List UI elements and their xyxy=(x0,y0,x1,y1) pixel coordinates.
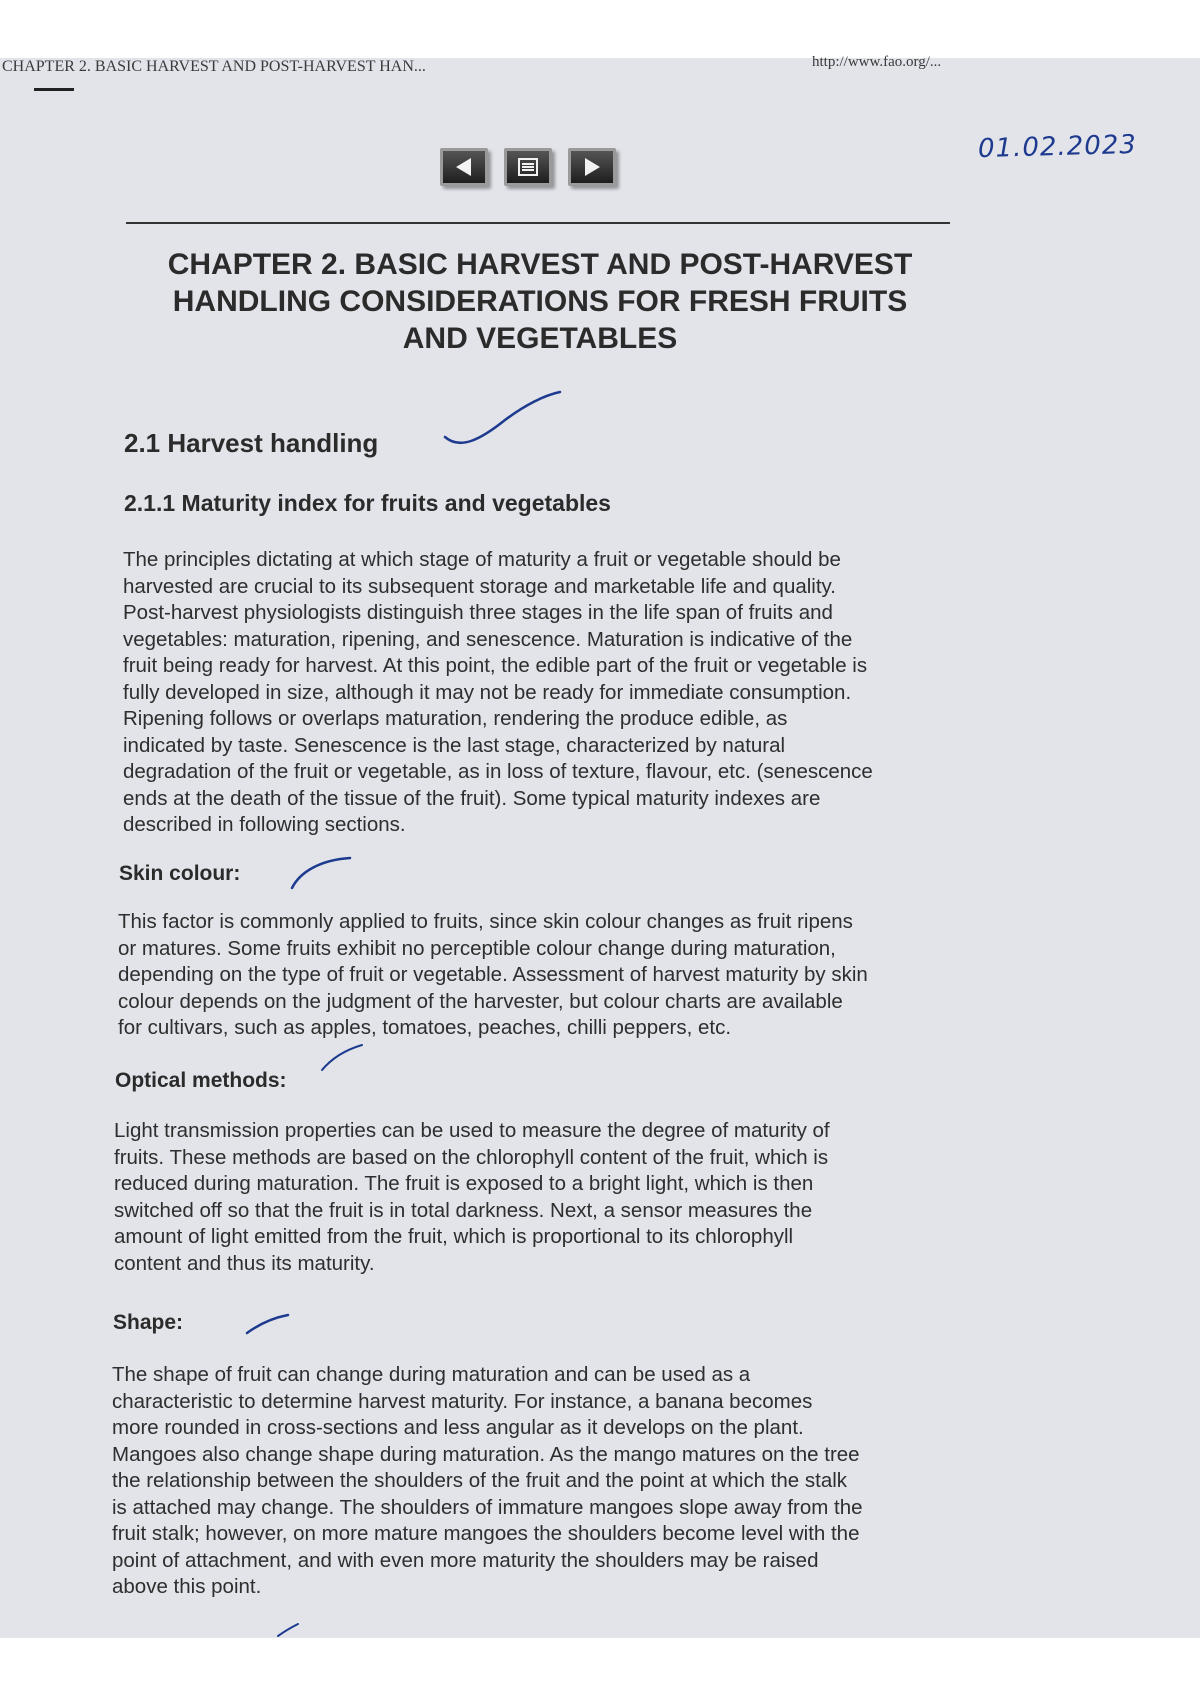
text-line: harvested are crucial to its subsequent storage and marketable life and quality. xyxy=(123,574,836,598)
text-line: content and thus its maturity. xyxy=(114,1251,375,1275)
horizontal-rule xyxy=(126,222,950,224)
print-header-url: http://www.fao.org/... xyxy=(812,54,942,70)
intro-paragraph xyxy=(123,547,873,839)
text-line: vegetables: maturation, ripening, and senescence. Maturation is indicative of the xyxy=(123,627,853,651)
text-line: characteristic to determine harvest maturity. For instance, a banana becomes xyxy=(112,1389,813,1413)
text-line: more rounded in cross-sections and less angular as it develops on the plant. xyxy=(112,1416,804,1439)
text-line: for cultivars, such as apples, tomatoes, peaches, chilli peppers, etc. xyxy=(118,1016,732,1039)
text-line: This factor is commonly applied to fruits, since skin colour changes as fruit ripens xyxy=(118,910,853,933)
text-line: colour depends on the judgment of the harvester, but colour charts are available xyxy=(118,989,843,1013)
text-line: Mangoes also change shape during maturation. As the mango matures on the tree xyxy=(112,1442,860,1466)
text-line: fruit stalk; however, on more mature mangoes the shoulders become level with the xyxy=(112,1522,860,1545)
text-line: above this point. xyxy=(112,1575,262,1598)
previous-page-button[interactable] xyxy=(440,148,488,186)
skin-colour-paragraph xyxy=(118,909,868,1042)
text-line: ends at the death of the tissue of the fruit). Some typical maturity indexes are xyxy=(123,786,821,810)
left-arrow-icon xyxy=(451,156,477,178)
print-header xyxy=(0,54,1200,75)
text-line: is attached may change. The shoulders of immature mangoes slope away from the xyxy=(112,1495,863,1519)
chapter-title-line: HANDLING CONSIDERATIONS FOR FRESH FRUITS xyxy=(172,285,908,318)
list-icon xyxy=(515,156,541,178)
text-line: described in following sections. xyxy=(123,813,406,836)
contents-button[interactable] xyxy=(504,148,552,186)
shape-paragraph xyxy=(112,1362,863,1601)
text-line: or matures. Some fruits exhibit no perceptible colour change during maturation, xyxy=(118,936,836,960)
text-line: degradation of the fruit or vegetable, as in loss of texture, flavour, etc. (senescence xyxy=(123,760,873,783)
handwritten-date: 01.02.2023 xyxy=(977,129,1138,165)
right-arrow-icon xyxy=(579,156,605,178)
text-line: the relationship between the shoulders of the fruit and the point at which the stalk xyxy=(112,1469,848,1492)
print-header-title: CHAPTER 2. BASIC HARVEST AND POST-HARVEST HAN... xyxy=(2,58,426,75)
text-line: depending on the type of fruit or vegetable. Assessment of harvest maturity by skin xyxy=(118,963,868,986)
skin-colour-heading: Skin colour: xyxy=(119,862,241,885)
chapter-title-line: AND VEGETABLES xyxy=(402,322,678,355)
chapter-title-line: CHAPTER 2. BASIC HARVEST AND POST-HARVEST xyxy=(167,248,913,281)
shape-heading: Shape: xyxy=(113,1311,184,1334)
text-line: amount of light emitted from the fruit, which is proportional to its chlorophyll xyxy=(114,1225,794,1248)
text-line: Ripening follows or overlaps maturation, rendering the produce edible, as xyxy=(123,707,788,730)
text-line: Post-harvest physiologists distinguish three stages in the life span of fruits and xyxy=(123,601,833,624)
optical-methods-paragraph xyxy=(114,1118,830,1277)
text-line: fruits. These methods are based on the chlorophyll content of the fruit, which is xyxy=(114,1145,829,1169)
chapter-title xyxy=(120,246,960,357)
text-line: indicated by taste. Senescence is the last stage, characterized by natural xyxy=(123,733,786,757)
text-line: The shape of fruit can change during maturation and can be used as a xyxy=(112,1363,751,1386)
next-page-button[interactable] xyxy=(568,148,616,186)
text-line: point of attachment, and with even more maturity the shoulders may be raised xyxy=(112,1548,819,1572)
text-line: fruit being ready for harvest. At this point, the edible part of the fruit or vegetable is xyxy=(123,654,868,677)
page-navigation xyxy=(440,148,616,186)
text-line: The principles dictating at which stage of maturity a fruit or vegetable should be xyxy=(123,548,841,571)
header-underline xyxy=(34,88,74,91)
optical-methods-heading: Optical methods: xyxy=(115,1069,287,1092)
text-line: reduced during maturation. The fruit is exposed to a bright light, which is then xyxy=(114,1172,814,1195)
section-heading: 2.1 Harvest handling xyxy=(124,428,379,458)
subsection-heading: 2.1.1 Maturity index for fruits and vegetables xyxy=(124,490,611,516)
text-line: fully developed in size, although it may not be ready for immediate consumption. xyxy=(123,680,852,704)
text-line: Light transmission properties can be used to measure the degree of maturity of xyxy=(114,1119,830,1142)
text-line: switched off so that the fruit is in total darkness. Next, a sensor measures the xyxy=(114,1198,813,1222)
